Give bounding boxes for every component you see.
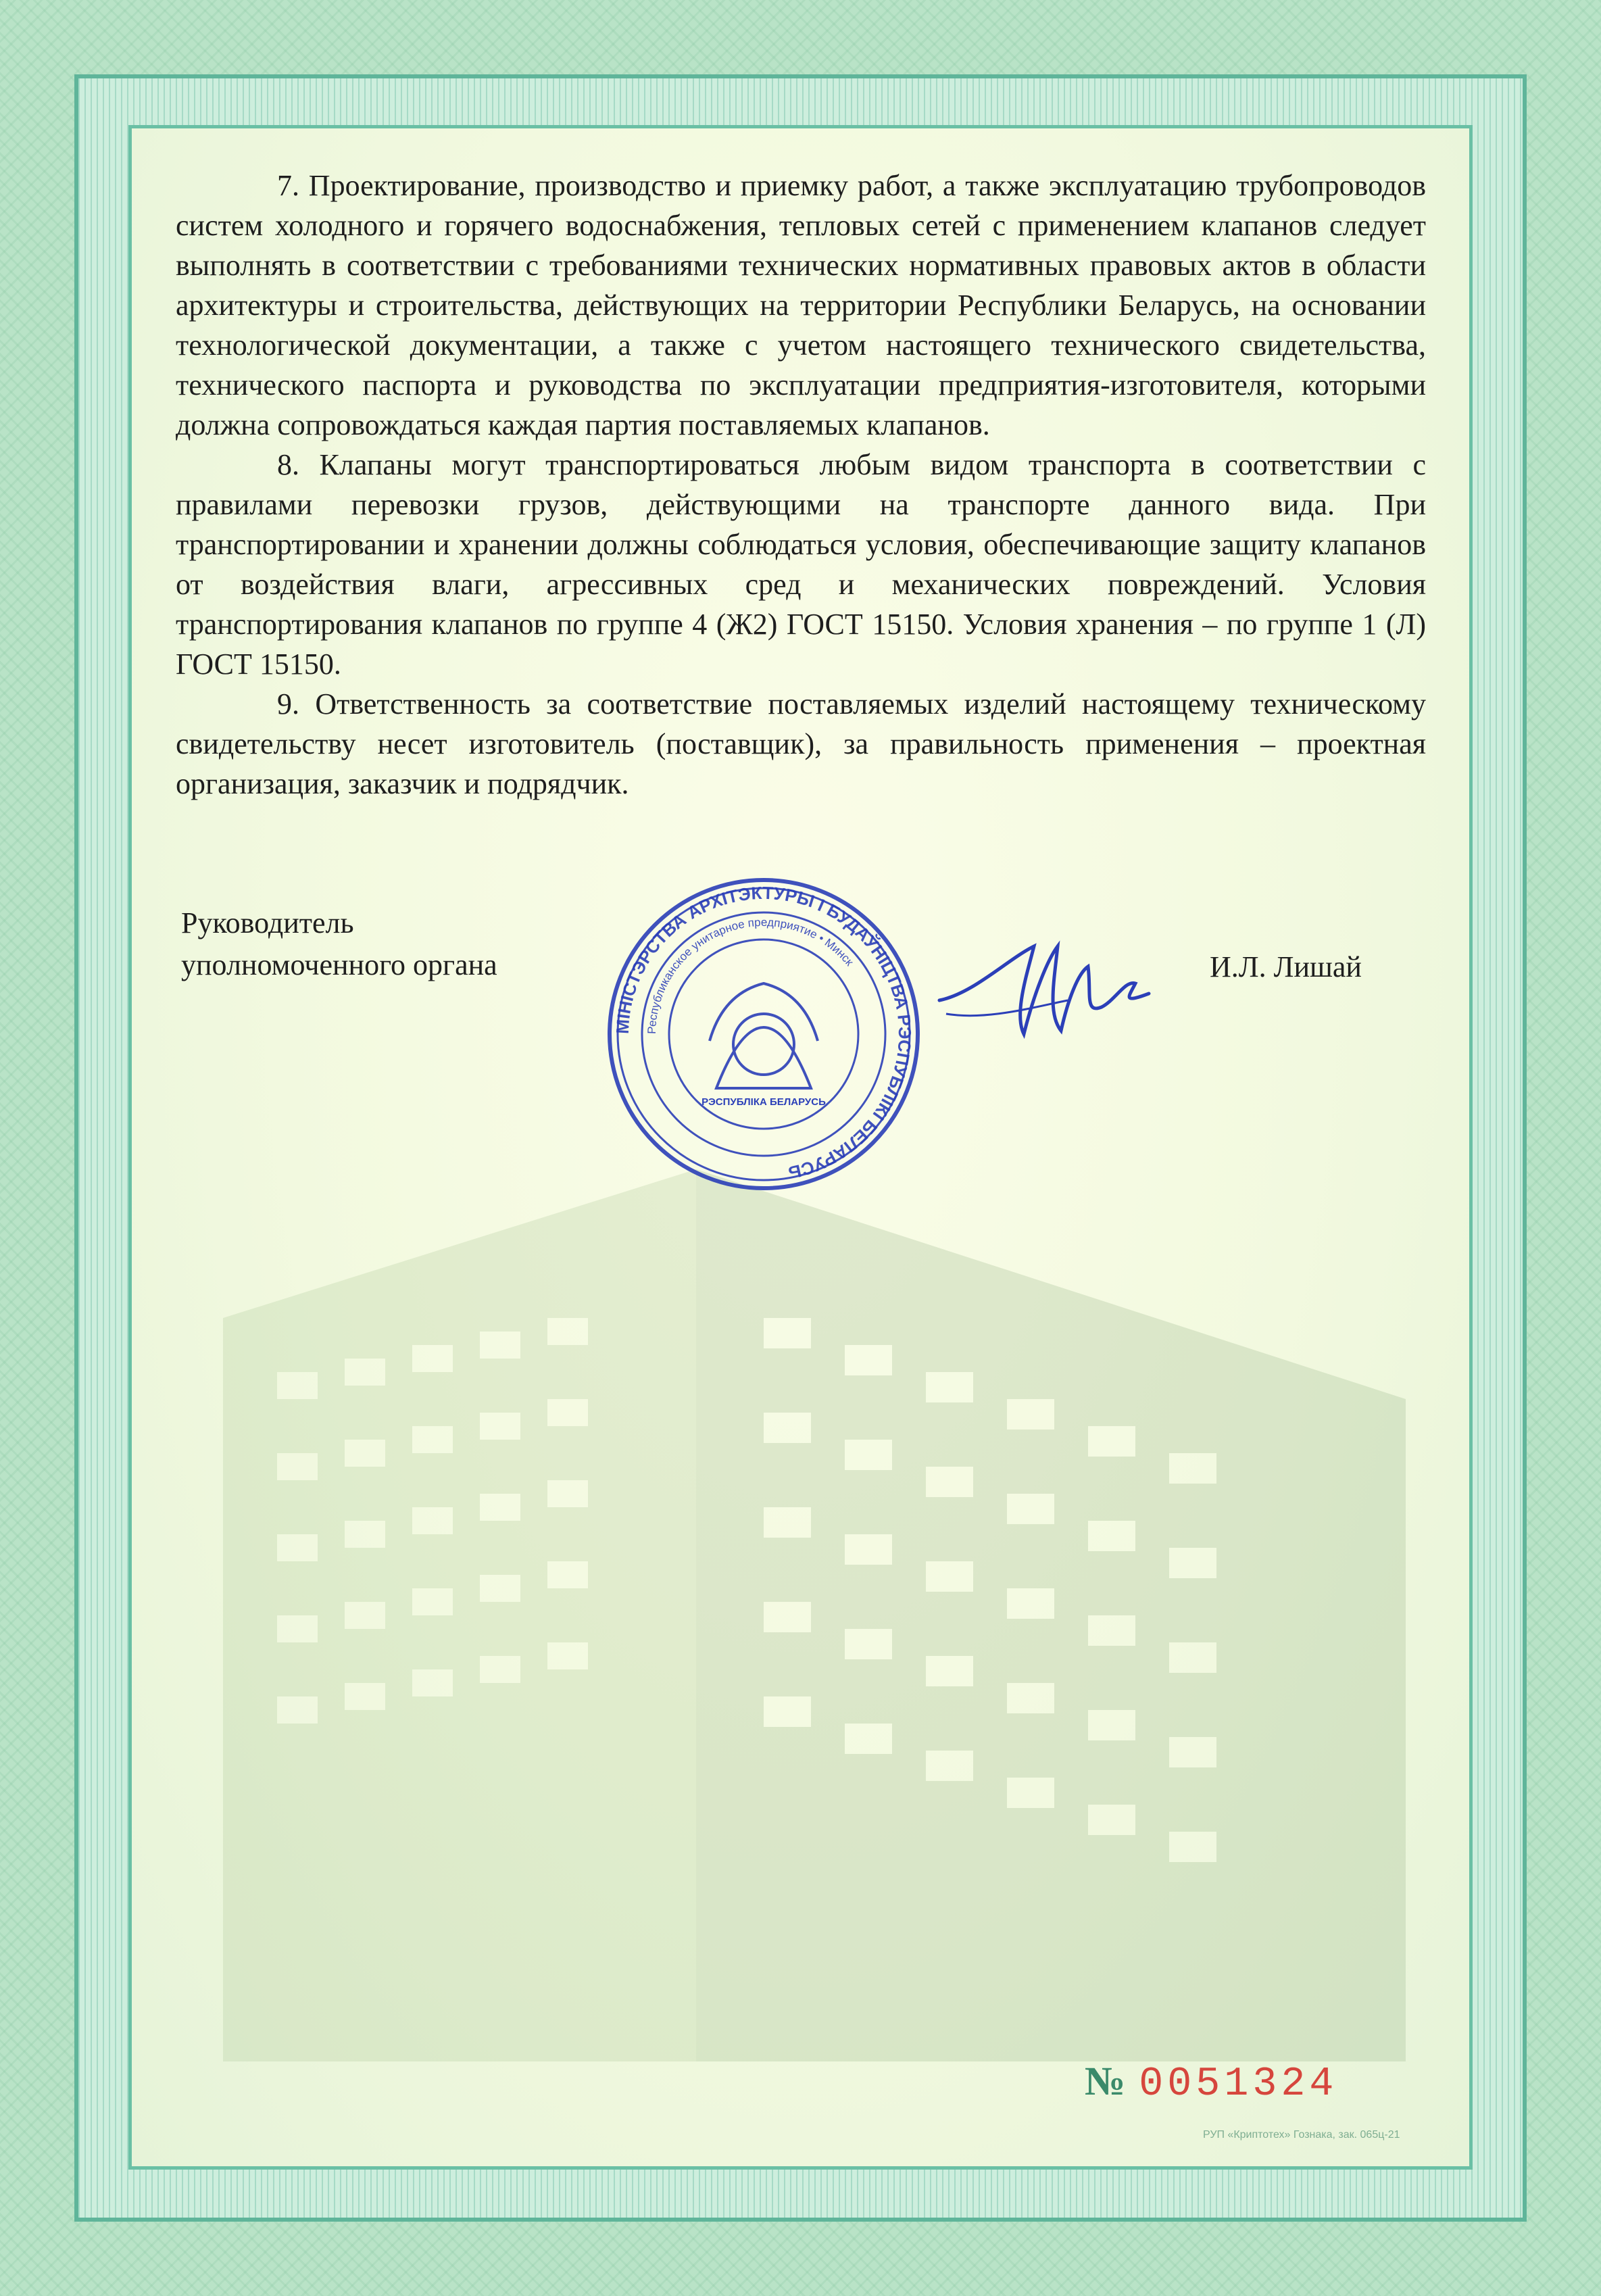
printer-imprint: РУП «Криптотех» Гознака, зак. 065ц-21 bbox=[1203, 2129, 1400, 2141]
paragraph-8: 8. Клапаны могут транспортироваться любым видом транспорта в соответствии с правилами перевозки грузов, действующими на транспорте данного вида. При транспортировании и хранении должны соблюдаться условия, обеспечивающие защиту клапанов от воздействия влаги, агрессивных сред и механических повреждений. Условия транспортирования клапанов по группе 4 (Ж2) ГОСТ 15150. Условия хранения – по группе 1 (Л) ГОСТ 15150. bbox=[176, 448, 1426, 681]
official-seal bbox=[601, 872, 926, 1196]
signatory-title-line2: уполномоченного органа bbox=[181, 948, 497, 981]
certificate-text bbox=[176, 166, 1426, 804]
signatory-name: И.Л. Лишай bbox=[1210, 950, 1362, 983]
paragraph-7: 7. Проектирование, производство и приемку работ, а также эксплуатацию трубопроводов систем холодного и горячего водоснабжения, тепловых сетей с применением клапанов следует выполнять в соответствии с требованиями технических нормативных правовых актов в области архитектуры и строительства, действующих на территории Республики Беларусь, на основании технологической документации, а также с учетом настоящего технического свидетельства, технического паспорта и руководства по эксплуатации предприятия-изготовителя, которыми должна сопровождаться каждая партия поставляемых клапанов. bbox=[176, 169, 1426, 441]
document-number bbox=[1085, 2058, 1337, 2107]
paragraph-9: 9. Ответственность за соответствие поставляемых изделий настоящему техническому свидетельству несет изготовитель (поставщик), за правильность применения – проектная организация, заказчик и подрядчик. bbox=[176, 687, 1426, 800]
seal-outer-text: МІНІСТЭРСТВА АРХІТЭКТУРЫ І БУДАЎНІЦТВА РЭСПУБЛІКІ БЕЛАРУСЬ bbox=[612, 882, 916, 1183]
number-sign: № bbox=[1085, 2059, 1130, 2103]
handwritten-signature bbox=[933, 919, 1156, 1068]
signatory-title bbox=[181, 902, 497, 986]
seal-inner-text: Республиканское унитарное предприятие • Минск bbox=[645, 915, 856, 1035]
signatory-title-line1: Руководитель bbox=[181, 906, 354, 939]
building-watermark bbox=[223, 1115, 1406, 2061]
seal-center-text: РЭСПУБЛІКА БЕЛАРУСЬ bbox=[701, 1096, 826, 1108]
number-value: 0051324 bbox=[1139, 2061, 1338, 2107]
